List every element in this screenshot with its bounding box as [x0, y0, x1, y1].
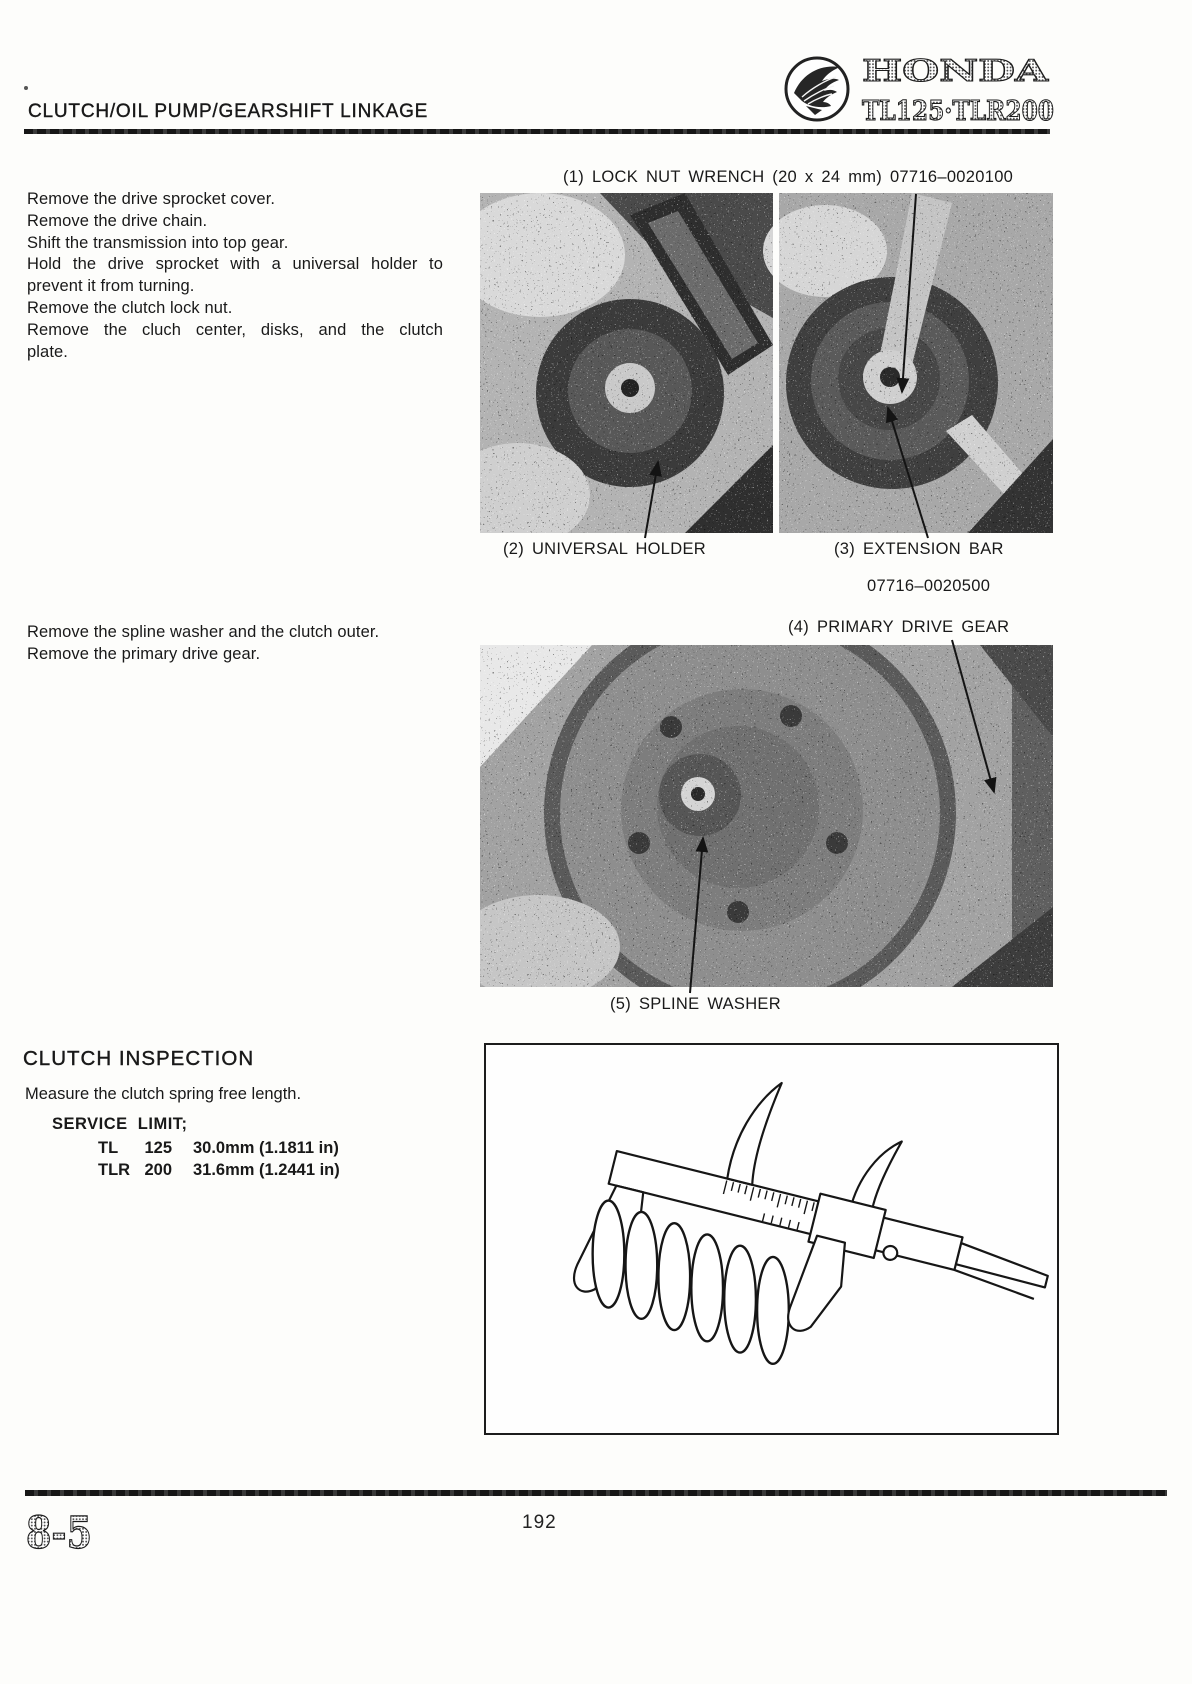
page-number: 192	[522, 1512, 557, 1533]
service-limit-label: SERVICE LIMIT;	[52, 1115, 188, 1133]
text-line: Remove the cluch center, disks, and the clutch	[27, 320, 443, 339]
photo-clutch-removal	[480, 193, 1053, 533]
honda-logo	[782, 50, 1072, 132]
text-line: plate.	[27, 342, 68, 361]
brand-name: HONDA	[862, 54, 1050, 89]
text-line: Remove the drive chain.	[27, 211, 208, 230]
text-line: Remove the spline washer and the clutch outer.	[27, 623, 380, 641]
text-line: Hold the drive sprocket with a universal holder to	[27, 255, 443, 274]
model-name: TL125·TLR200	[862, 96, 1054, 127]
section-heading: CLUTCH INSPECTION	[23, 1047, 255, 1070]
limit-model: TLR 200	[98, 1161, 172, 1179]
caption-extension-bar: (3) EXTENSION BAR	[834, 540, 1004, 558]
text-line: Remove the clutch lock nut.	[27, 298, 233, 317]
caption-primary-drive-gear: (4) PRIMARY DRIVE GEAR	[788, 618, 1010, 636]
limit-value: 31.6mm (1.2441 in)	[193, 1161, 340, 1179]
caption-universal-holder: (2) UNIVERSAL HOLDER	[503, 540, 707, 558]
caption-lock-nut-wrench: (1) LOCK NUT WRENCH (20 x 24 mm) 07716–0020100	[563, 168, 1014, 186]
text-line: prevent it from turning.	[27, 277, 195, 296]
honda-wing-icon	[786, 58, 848, 120]
section-page-text: 8-5	[26, 1508, 92, 1557]
section-page-label	[24, 1505, 102, 1557]
caption-extension-bar-part-number: 07716–0020500	[867, 577, 991, 595]
scan-speck	[24, 86, 28, 90]
text-line: Remove the drive sprocket cover.	[27, 190, 276, 208]
limit-value: 30.0mm (1.1811 in)	[193, 1139, 339, 1157]
text-line: Remove the primary drive gear.	[27, 644, 261, 663]
caliper-spring-drawing	[486, 1045, 1057, 1433]
footer-rule	[25, 1490, 1167, 1496]
page-title: CLUTCH/OIL PUMP/GEARSHIFT LINKAGE	[28, 101, 429, 122]
text-line: Shift the transmission into top gear.	[27, 233, 289, 252]
limit-model: TL 125	[98, 1139, 172, 1157]
removal-instructions	[27, 189, 443, 363]
caliper-figure-box	[484, 1043, 1059, 1435]
removal-instructions-2	[27, 622, 447, 666]
photo-clutch-outer	[480, 645, 1053, 987]
caption-spline-washer: (5) SPLINE WASHER	[610, 995, 781, 1013]
measure-instruction: Measure the clutch spring free length.	[25, 1085, 302, 1103]
header-rule	[24, 129, 1050, 134]
